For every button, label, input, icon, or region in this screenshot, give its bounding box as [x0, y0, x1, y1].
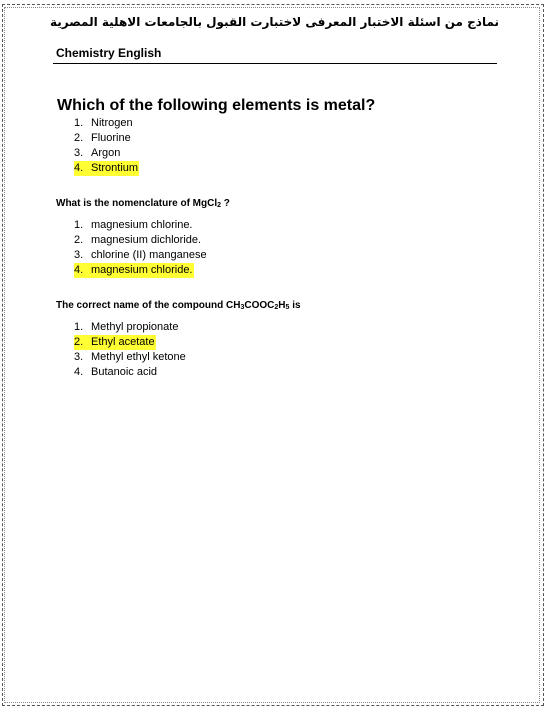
question-1-option-2: 2. Fluorine — [74, 132, 131, 144]
question-1-option-4 — [74, 161, 139, 176]
question-2-option-4 — [74, 263, 207, 278]
subject-title: Chemistry English — [56, 46, 162, 60]
question-2-option-2: 2. magnesium dichloride. — [74, 234, 202, 246]
question-1-options — [74, 116, 139, 176]
question-2-option-3: 3. chlorine (II) manganese — [74, 249, 207, 261]
question-2-option-1: 1. magnesium chlorine. — [74, 219, 193, 231]
question-2-options — [74, 218, 207, 278]
question-2-prompt: What is the nomenclature of MgCl$_2$ ? — [56, 198, 230, 209]
answer-highlight: 4. magnesium chloride. — [74, 264, 193, 276]
question-3-option-1: 1. Methyl propionate — [74, 321, 179, 333]
answer-highlight: 4. Strontium — [74, 162, 139, 174]
question-3-option-4: 4. Butanoic acid — [74, 366, 158, 378]
question-3-options — [74, 320, 186, 380]
question-3-option-3: 3. Methyl ethyl ketone — [74, 351, 186, 363]
subject-divider — [53, 63, 497, 64]
question-1-option-3: 3. Argon — [74, 147, 121, 159]
answer-highlight: 2. Ethyl acetate — [74, 336, 155, 348]
question-3-option-2 — [74, 335, 186, 350]
question-3-prompt: The correct name of the compound $CH_3COOC_2H_5$ is — [56, 300, 301, 311]
arabic-page-title: نماذج من اسئلة الاختبار المعرفى لاختبارت القبول بالجامعات الاهلية المصرية — [49, 15, 500, 29]
question-1-prompt: Which of the following elements is metal? — [57, 97, 376, 114]
question-1-option-1: 1. Nitrogen — [74, 117, 133, 129]
